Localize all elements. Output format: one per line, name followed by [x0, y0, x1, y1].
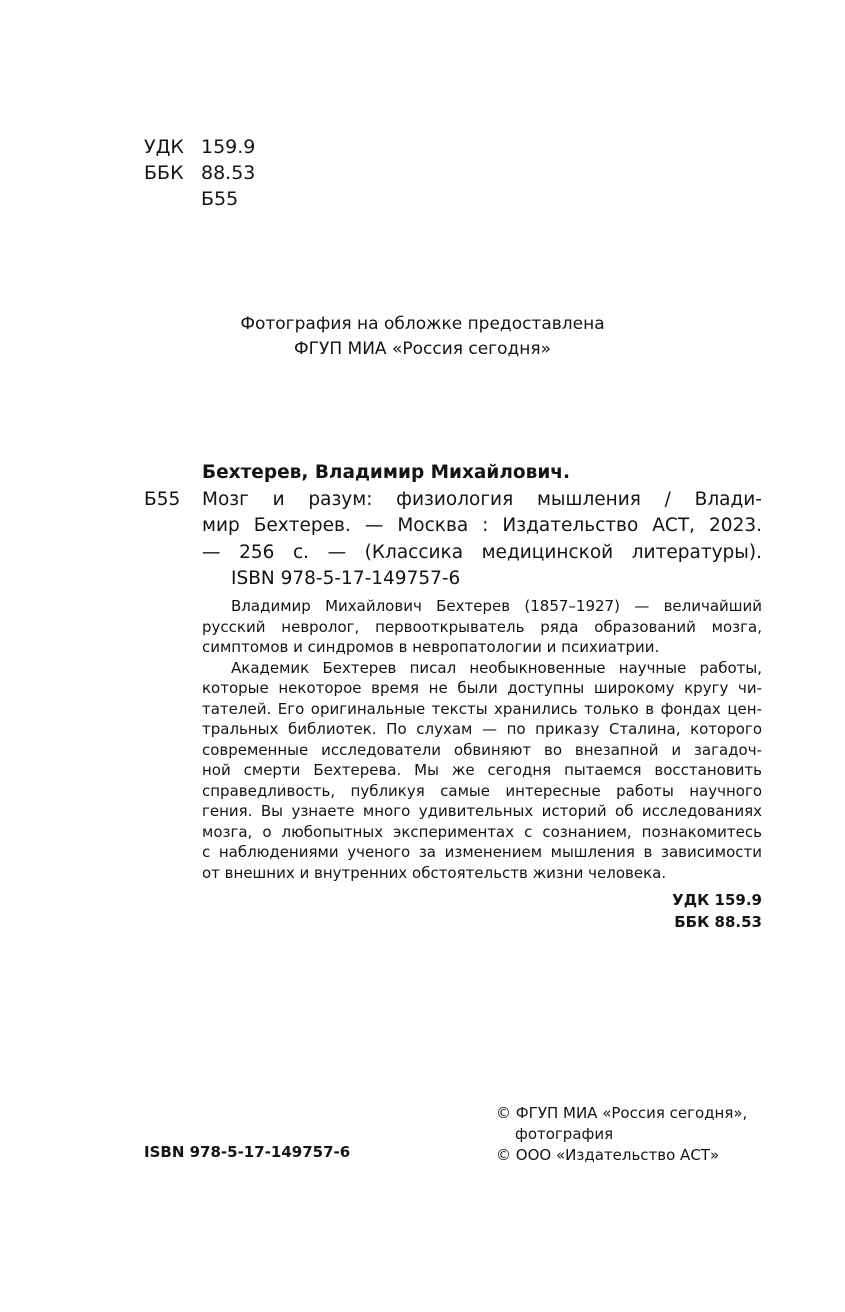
annotation-paragraph-2 — [202, 658, 762, 884]
udk-label: УДК — [144, 136, 184, 158]
annotation-line: гения. Вы узнаете много удивительных историй об исследованиях — [202, 802, 762, 820]
record-code: Б55 — [144, 489, 181, 510]
record-author: Бехтерев, Владимир Михайлович. — [202, 462, 571, 483]
annotation-line: Академик Бехтерев писал необыкновенные научные работы, — [231, 658, 762, 677]
author-mark: Б55 — [201, 188, 239, 210]
isbn-bottom: ISBN 978-5-17-149757-6 — [144, 1143, 351, 1161]
bottom-udk: УДК 159.9 — [672, 891, 762, 909]
bbk-code — [144, 160, 255, 186]
bottom-codes — [672, 889, 762, 933]
record-title-line: мир Бехтерев. — Москва : Издательство АСТ, 2023. — [202, 515, 762, 537]
annotation-line: с наблюдениями ученого за изменением мышления в зависимости — [202, 843, 762, 861]
udk-code — [144, 134, 255, 160]
annotation-line: современные исследователи обвиняют во внезапной и загадоч- — [202, 740, 762, 759]
bottom-bbk: ББК 88.53 — [674, 913, 762, 931]
annotation-line: тателей. Его оригинальные тексты хранились только в фондах цен- — [202, 699, 762, 718]
record-title — [202, 487, 762, 566]
annotation-line: тральных библиотек. По слухам — по приказу Сталина, которого — [202, 720, 762, 738]
bbk-label: ББК — [144, 162, 184, 184]
copyright — [496, 1103, 747, 1166]
annotation-line: русский невролог, первооткрыватель ряда образований мозга, — [202, 617, 762, 636]
annotation-line: ной смерти Бехтерева. Мы же сегодня пытаемся восстановить — [202, 761, 762, 779]
bbk-value: 88.53 — [201, 162, 256, 184]
author-mark-row — [144, 186, 238, 212]
annotation-line: от внешних и внутренних обстоятельств жизни человека. — [202, 863, 667, 882]
copyright-line-1: © ФГУП МИА «Россия сегодня», — [496, 1104, 748, 1122]
annotation-paragraph-1 — [202, 596, 762, 658]
copyright-line-3: © ООО «Издательство АСТ» — [496, 1146, 720, 1164]
copyright-line-2: фотография — [515, 1125, 614, 1143]
annotation-line: справедливость, публикуя самые интересные работы научного — [202, 781, 762, 800]
udk-value: 159.9 — [201, 136, 256, 158]
photo-credit-line-1: Фотография на обложке предоставлена — [240, 314, 605, 334]
annotation — [202, 596, 762, 883]
record-title-line: Мозг и разум: физиология мышления / Влади- — [202, 489, 762, 510]
photo-credit-line-2: ФГУП МИА «Россия сегодня» — [293, 339, 552, 359]
record-isbn: ISBN 978-5-17-149757-6 — [231, 568, 461, 589]
photo-credit — [0, 312, 845, 362]
annotation-line: мозга, о любопытных экспериментах с сознанием, познакомитесь — [202, 822, 762, 841]
annotation-line: Владимир Михайлович Бехтерев (1857–1927) — величайший — [231, 597, 762, 615]
record-title-line: — 256 с. — (Классика медицинской литературы). — [202, 541, 762, 563]
annotation-line: симптомов и синдромов в невропатологии и психиатрии. — [202, 638, 660, 656]
annotation-line: которые некоторое время не были доступны широкому кругу чи- — [202, 679, 762, 697]
